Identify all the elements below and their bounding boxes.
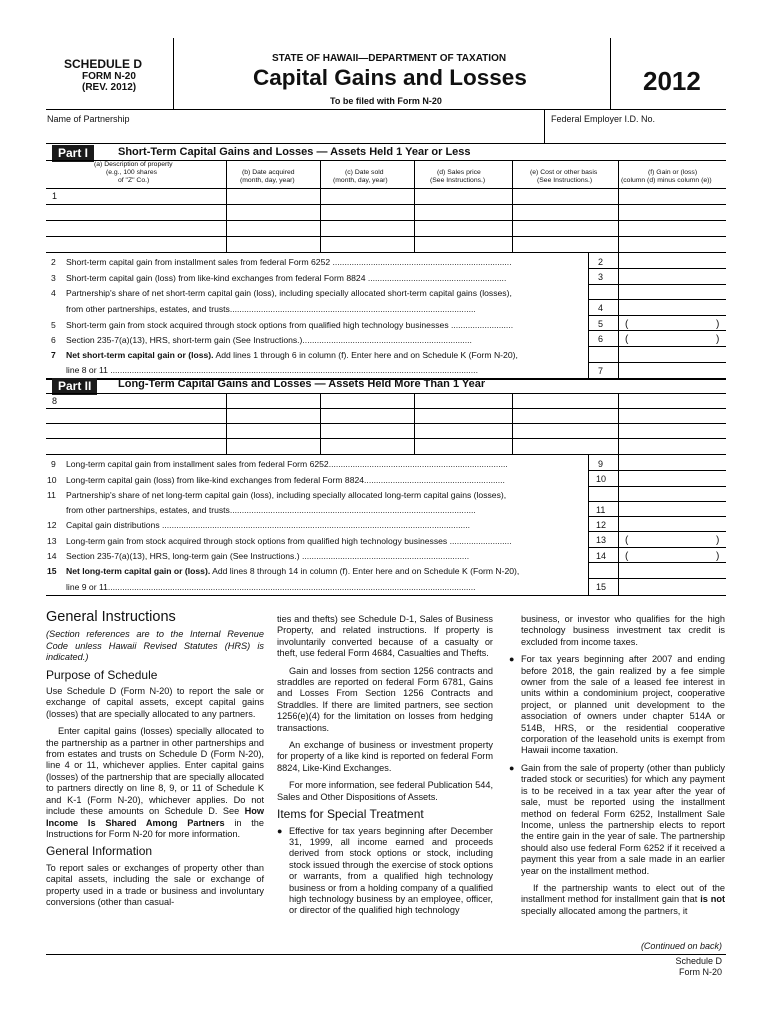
- line-7-box-num: 7: [598, 366, 604, 376]
- grid-line: [588, 547, 726, 548]
- special-treatment-bullet-1: [277, 826, 493, 917]
- bullet-icon: ●: [509, 654, 515, 665]
- line-13-box-num: 13: [596, 535, 607, 545]
- fein-divider: [544, 109, 545, 143]
- name-rule: [46, 143, 726, 144]
- line-4-label: Partnership's share of net short-term capital gain (loss), including specially allocated short-term capital gains (losses),: [66, 288, 512, 298]
- continued-note: (Continued on back): [640, 941, 722, 951]
- partnership-name-field[interactable]: [47, 128, 542, 142]
- col-b-header-2: (month, day, year): [240, 177, 295, 184]
- line-6-label: Section 235-7(a)(13), HRS, short-term gain (See Instructions.).......................................................................: [66, 335, 472, 345]
- part2-title: Long-Term Capital Gains and Losses — Assets Held More Than 1 Year: [118, 378, 486, 390]
- col-e-header-1: (e) Cost or other basis: [530, 169, 598, 176]
- bullet-text: For tax years beginning after 2007 and ending before 2018, the gain realized by a fee simple owner from the sale of a leased fee interest in units within a condominium project, cooperative project, or planned unit development to the association of owners under chapter 514A or 514B, HRS, or the residential cooperative corporation of the leasehold units is exempt from Hawaii income taxation.: [521, 654, 725, 756]
- instructions-col-2: [277, 614, 493, 923]
- grid-line: [46, 438, 726, 439]
- col-d-header-2: (See Instructions.): [430, 177, 486, 184]
- line-2-amount[interactable]: [619, 253, 725, 267]
- purpose-p2-tail: in the Instructions for Form N-20 for more information.: [46, 817, 265, 839]
- grid-line: [46, 188, 726, 189]
- partnership-name-label: Name of Partnership: [47, 114, 130, 124]
- line-15-box-num: 15: [596, 582, 607, 592]
- grid-line: [46, 423, 726, 424]
- line-7-number: 7: [51, 350, 56, 360]
- line-11-number: 11: [47, 490, 56, 500]
- line-6-number: 6: [51, 335, 56, 345]
- line-11-label-cont: from other partnerships, estates, and trusts.......................................................................................................: [66, 505, 476, 515]
- grid-line: [588, 501, 726, 502]
- line-8-number: 8: [52, 396, 58, 406]
- col2-paragraph-2: Gain and losses from section 1256 contracts and straddles are reported on federal Form 6781, Gains and Losses From Section 1256 Contracts and Straddles. If there are limited partners, see section 1256(e)(4) for the limitation on losses from hedging transactions.: [277, 665, 493, 733]
- grid-line: [588, 454, 589, 595]
- line-6-paren-open: (: [625, 334, 629, 345]
- grid-line: [618, 160, 619, 252]
- general-instructions-heading: General Instructions: [46, 609, 176, 625]
- special-treatment-bullet-2: [509, 654, 725, 757]
- footer-schedule: Schedule D: [675, 956, 722, 966]
- col-e-header-2: (See Instructions.): [537, 177, 593, 184]
- grid-line: [320, 160, 321, 252]
- col-a-header-2: (e.g., 100 shares: [106, 169, 158, 176]
- header-rule: [46, 109, 726, 110]
- col3-p2-text: If the partnership wants to elect out of the installment method for installment gain that: [521, 882, 725, 905]
- line-15-label: [66, 567, 519, 576]
- line-11-label: Partnership's share of net long-term capital gain (loss), including specially allocated long-term capital gains (losses),: [66, 490, 507, 500]
- line-11-box-num: 11: [596, 505, 606, 515]
- footer-form: Form N-20: [678, 967, 722, 977]
- line-7-label-cont: line 8 or 11 ..........................................................................................................................................................: [66, 365, 478, 375]
- fein-label: Federal Employer I.D. No.: [551, 114, 656, 124]
- line-4-amount[interactable]: [619, 300, 725, 314]
- section-reference-note: (Section references are to the Internal Revenue Code unless Hawaii Revised Statutes (HRS) is indicated.): [46, 629, 264, 663]
- col-b-header-1: (b) Date acquired: [242, 169, 295, 176]
- bullet-icon: ●: [509, 762, 515, 773]
- grid-line: [588, 284, 726, 285]
- line-5-number: 5: [51, 320, 56, 330]
- col3-p2-bold: is not: [700, 894, 726, 905]
- col-a-header-1: (a) Description of property: [94, 161, 173, 168]
- line-9-label: Long-term capital gain from installment sales from federal Form 6252...........................................................................: [66, 459, 508, 469]
- purpose-paragraph-1: Use Schedule D (Form N-20) to report the sale or exchange of capital assets, except capital gains (losses) that are specially allocated to any partners.: [46, 686, 264, 719]
- line-2-box-num: 2: [598, 257, 604, 267]
- bullet-text: Effective for tax years beginning after December 31, 1999, all income earned and proceeds derived from stock options or stock, including stock issued through the exercise of stock options or warrants, from a qualified high technology business or from a holding company of a qualified high technology business by an employee, officer, or director of the qualified high technology: [289, 825, 493, 916]
- schedule-label: SCHEDULE D: [64, 57, 143, 71]
- line-14-label: Section 235-7(a)(13), HRS, long-term gain (See Instructions.) ......................................................................: [66, 551, 470, 561]
- col3-paragraph-2: [509, 883, 725, 917]
- line-15-amount[interactable]: [619, 579, 725, 594]
- bullet-icon: ●: [277, 825, 283, 836]
- header-divider-left: [173, 38, 174, 109]
- line-12-label: Capital gain distributions .................................................................................................................................: [66, 520, 471, 530]
- line-1-number: 1: [52, 191, 58, 201]
- purpose-p2-text: Enter capital gains (losses) specially allocated to the partnership as a partner in other partnerships and from estates and trusts on Schedule D (Form N-20), line 4 or 11, whichever applies. Enter capital gains (losses) of the partnership that are specially allocated to partners directly on line 8, 9, or 11 of Schedule K and K-1 (Form N-20), whichever applies. Do not include these amounts on Schedule D. See: [46, 726, 264, 817]
- line-5-label: Short-term gain from stock acquired through stock options from qualified high technology businesses ..........................: [66, 320, 514, 330]
- purpose-heading: Purpose of Schedule: [46, 667, 158, 682]
- line-15-label-cont: line 9 or 11..........................................................................................................................................................: [66, 582, 476, 592]
- line-13-label: Long-term gain from stock acquired through stock options from qualified high technology businesses ..........................: [66, 536, 512, 546]
- line-3-box-num: 3: [598, 272, 604, 282]
- grid-line: [46, 204, 726, 205]
- grid-line: [588, 330, 726, 331]
- line-5-paren-close: ): [716, 319, 720, 330]
- grid-line: [512, 160, 513, 252]
- grid-line: [46, 408, 726, 409]
- col-c-header-1: (c) Date sold: [345, 169, 384, 176]
- line-12-box-num: 12: [596, 520, 607, 530]
- grid-line: [588, 470, 726, 471]
- special-treatment-bullet-3: [509, 763, 725, 877]
- line-9-number: 9: [51, 459, 56, 469]
- grid-line: [588, 486, 726, 487]
- col-f-header-1: (f) Gain or (loss): [648, 169, 698, 176]
- line-5-paren-open: (: [625, 319, 629, 330]
- header-divider-right: [610, 38, 611, 109]
- line-14-paren-close: ): [716, 551, 720, 562]
- col3-paragraph-1: business, or investor who qualifies for the high technology business investment tax credit is excluded from income taxes.: [521, 614, 725, 647]
- bullet-text: Gain from the sale of property (other than publicly traded stock or securities) for which any payment is to be received in a tax year after the year of sale, must be reported using the installment method on federal Form 6252, Installment Sale Income, unless the partnership elects to report the entire gain in the year of sale. The partnership should also use federal Form 6252 if it received a payment this year from a sale made in an earlier year on the installment method.: [521, 762, 725, 876]
- purpose-paragraph-2: [46, 726, 264, 840]
- instructions-col-1: [46, 609, 265, 914]
- col-d-header-1: (d) Sales price: [437, 169, 481, 176]
- grid-line: [46, 236, 726, 237]
- grid-line: [46, 220, 726, 221]
- grid-line: [588, 531, 726, 532]
- line-10-number: 10: [47, 475, 57, 485]
- line-7-label-bold: Net short-term capital gain or (loss).: [66, 350, 214, 360]
- line-10-box-num: 10: [596, 474, 607, 484]
- line-10-label: Long-term capital gain (loss) from like-kind exchanges from federal Form 8824...........................................................: [66, 475, 505, 485]
- line-9-amount[interactable]: [619, 455, 725, 469]
- col3-p2-tail: specially allocated among the partners, it: [521, 905, 688, 916]
- tax-year: 2012: [643, 66, 701, 96]
- part2-title-rule: [46, 393, 726, 394]
- line-13-paren-close: ): [716, 535, 720, 546]
- line-14-box-num: 14: [596, 551, 607, 561]
- line-4-number: 4: [51, 288, 56, 298]
- line-6-paren-close: ): [716, 334, 720, 345]
- line-13-paren-open: (: [625, 535, 629, 546]
- part2-bottom-rule: [46, 595, 726, 596]
- line-14-number: 14: [47, 551, 57, 561]
- line-7-label: [66, 351, 518, 360]
- line-7-label-rest: Add lines 1 through 6 in column (f). Enter here and on Schedule K (Form N-20),: [213, 350, 518, 360]
- col2-paragraph-3: An exchange of business or investment property for property of a like kind is reported on federal Form 8824, Like-Kind Exchanges.: [277, 740, 493, 773]
- line-4-box-num: 4: [598, 303, 604, 313]
- line-3-number: 3: [51, 273, 56, 283]
- fein-field[interactable]: [551, 128, 723, 142]
- col2-paragraph-1: ties and thefts) see Schedule D-1, Sales of Business Property, and related instructions. If property is involuntarily converted because of a casualty or theft, use federal Form 4684, Casualties and Thefts.: [277, 614, 493, 659]
- line-13-number: 13: [47, 536, 57, 546]
- instructions-col-3: [509, 614, 725, 923]
- line-9-box-num: 9: [598, 459, 604, 469]
- part1-badge: Part I: [52, 145, 94, 162]
- line-15-label-bold: Net long-term capital gain or (loss).: [66, 566, 211, 576]
- grid-line: [414, 160, 415, 252]
- grid-line: [588, 562, 726, 563]
- col-a-header-3: of "Z" Co.): [118, 177, 150, 184]
- grid-line: [588, 516, 726, 517]
- line-14-paren-open: (: [625, 551, 629, 562]
- form-title: Capital Gains and Losses: [253, 65, 527, 90]
- general-information-heading: General Information: [46, 844, 153, 859]
- line-15-number: 15: [47, 566, 57, 576]
- general-information-paragraph: To report sales or exchanges of property other than capital assets, including the sale or exchange of property used in a trade or business and involuntary conversions (other than casual-: [46, 862, 264, 907]
- line-2-label: Short-term capital gain from installment sales from federal Form 6252 ...........................................................................: [66, 257, 512, 267]
- grid-line: [618, 454, 619, 595]
- line-5-box-num: 5: [598, 319, 604, 329]
- purpose-p2-bold: How Income Is Shared Among Partners: [46, 806, 264, 828]
- line-3-label: Short-term capital gain (loss) from like-kind exchanges from federal Form 8824 ..........................................................: [66, 273, 507, 283]
- line-12-number: 12: [47, 520, 57, 530]
- line-4-label-cont: from other partnerships, estates, and trusts.......................................................................................................: [66, 304, 476, 314]
- grid-line: [226, 160, 227, 252]
- filing-note: To be filed with Form N-20: [330, 96, 442, 106]
- form-number: FORM N-20: [82, 71, 136, 82]
- col-c-header-2: (month, day, year): [333, 177, 388, 184]
- col2-paragraph-4: For more information, see federal Publication 544, Sales and Other Dispositions of Assets.: [277, 780, 493, 802]
- line-15-label-rest: Add lines 8 through 14 in column (f). Enter here and on Schedule K (Form N-20),: [210, 566, 520, 576]
- revision: (REV. 2012): [82, 82, 137, 93]
- col-f-header-2: (column (d) minus column (e)): [621, 177, 712, 184]
- special-treatment-heading: Items for Special Treatment: [277, 807, 424, 822]
- line-2-number: 2: [51, 257, 56, 267]
- schedule-id-box: [46, 38, 174, 100]
- grid-line: [588, 315, 726, 316]
- part1-title: Short-Term Capital Gains and Losses — Assets Held 1 Year or Less: [118, 146, 471, 158]
- line-3-amount[interactable]: [619, 269, 725, 283]
- line-6-box-num: 6: [598, 334, 604, 344]
- footer-rule: [46, 954, 726, 955]
- agency-name: STATE OF HAWAII—DEPARTMENT OF TAXATION: [272, 53, 507, 64]
- grid-line: [588, 346, 726, 347]
- part2-badge: Part II: [52, 378, 97, 395]
- line-7-amount[interactable]: [619, 363, 725, 377]
